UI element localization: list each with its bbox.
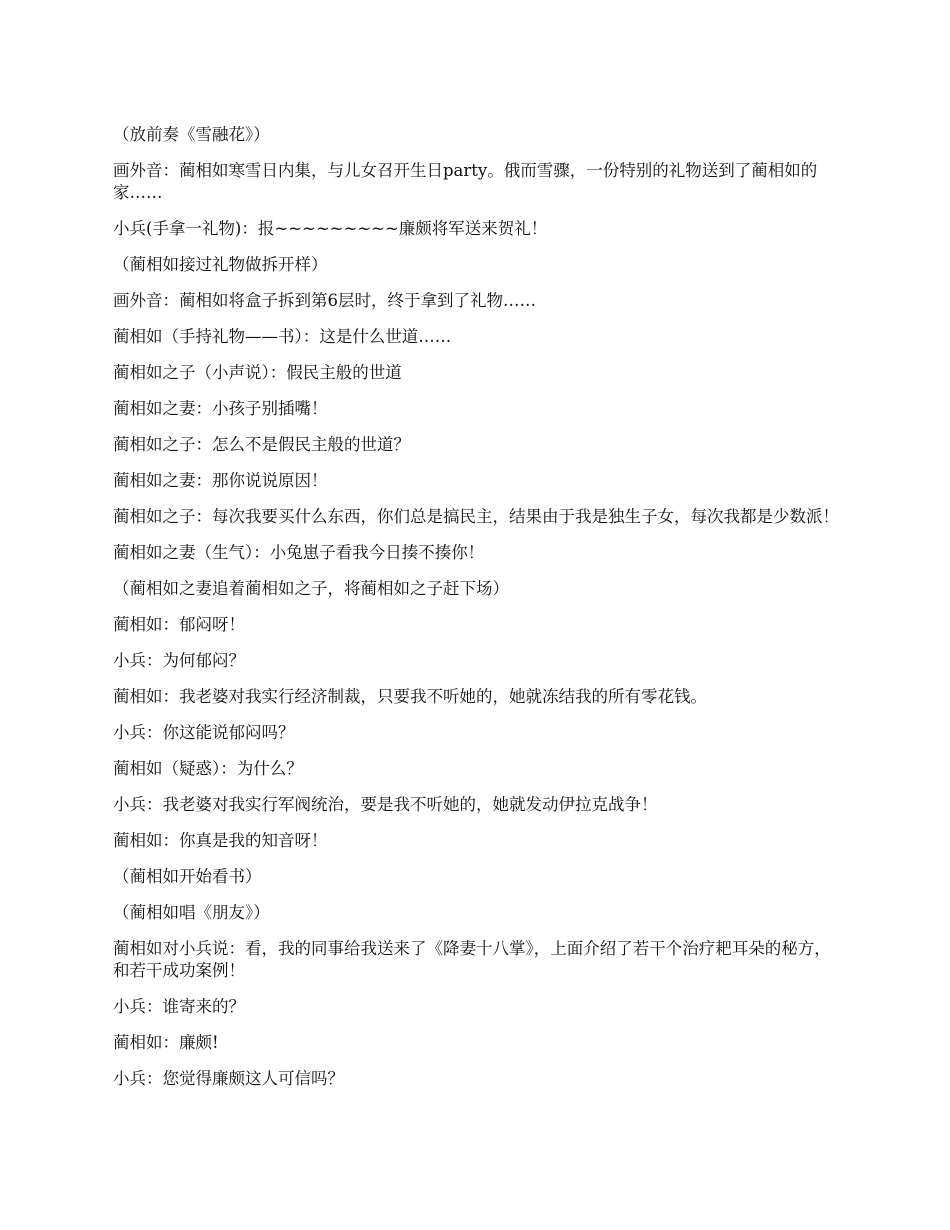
dialogue-line: 小兵：你这能说郁闷吗？ — [113, 723, 295, 742]
dialogue-line: 小兵(手拿一礼物)：报~~~~~~~~~廉颇将军送来贺礼！ — [113, 219, 548, 238]
stage-direction: （蔺相如之妻追着蔺相如之子，将蔺相如之子赶下场） — [113, 579, 509, 598]
dialogue-line: 蔺相如对小兵说：看，我的同事给我送来了《降妻十八掌》，上面介绍了若干个治疗耙耳朵的秘方，和若干成功案例！ — [113, 939, 831, 980]
dialogue-line: 蔺相如之妻：小孩子别插嘴！ — [113, 399, 328, 418]
dialogue-line: 蔺相如（手持礼物——书）：这是什么世道…… — [113, 327, 452, 346]
dialogue-line: 小兵：我老婆对我实行军阀统治，要是我不听她的，她就发动伊拉克战争！ — [113, 795, 658, 814]
dialogue-line: 蔺相如：我老婆对我实行经济制裁，只要我不听她的，她就冻结我的所有零花钱。 — [113, 687, 707, 706]
dialogue-line: 蔺相如：廉颇! — [113, 1033, 219, 1052]
dialogue-line: 蔺相如之妻（生气）：小兔崽子看我今日揍不揍你！ — [113, 543, 485, 562]
narration-line: 画外音：蔺相如寒雪日内集，与儿女召开生日party。俄而雪骤，一份特别的礼物送到了蔺相如的家…… — [113, 161, 818, 202]
dialogue-line: 蔺相如：郁闷呀！ — [113, 615, 245, 634]
dialogue-line: 蔺相如之妻：那你说说原因！ — [113, 471, 328, 490]
stage-direction: （蔺相如接过礼物做拆开样） — [113, 255, 328, 274]
document-body — [113, 124, 843, 1104]
dialogue-line: 蔺相如之子（小声说）：假民主般的世道 — [113, 363, 402, 382]
stage-direction: （放前奏《雪融花》） — [113, 125, 270, 144]
narration-line: 画外音：蔺相如将盒子拆到第6层时，终于拿到了礼物…… — [113, 291, 536, 310]
dialogue-line: 蔺相如之子：每次我要买什么东西，你们总是搞民主，结果由于我是独生子女，每次我都是少数派！ — [113, 507, 839, 526]
dialogue-line: 小兵：为何郁闷？ — [113, 651, 245, 670]
dialogue-line: 小兵：谁寄来的？ — [113, 997, 245, 1016]
dialogue-line: 小兵：您觉得廉颇这人可信吗？ — [113, 1069, 344, 1088]
dialogue-line: 蔺相如（疑惑）：为什么？ — [113, 759, 303, 778]
stage-direction: （蔺相如唱《朋友》） — [113, 903, 270, 922]
dialogue-line: 蔺相如：你真是我的知音呀！ — [113, 831, 328, 850]
stage-direction: （蔺相如开始看书） — [113, 867, 262, 886]
dialogue-line: 蔺相如之子：怎么不是假民主般的世道？ — [113, 435, 410, 454]
